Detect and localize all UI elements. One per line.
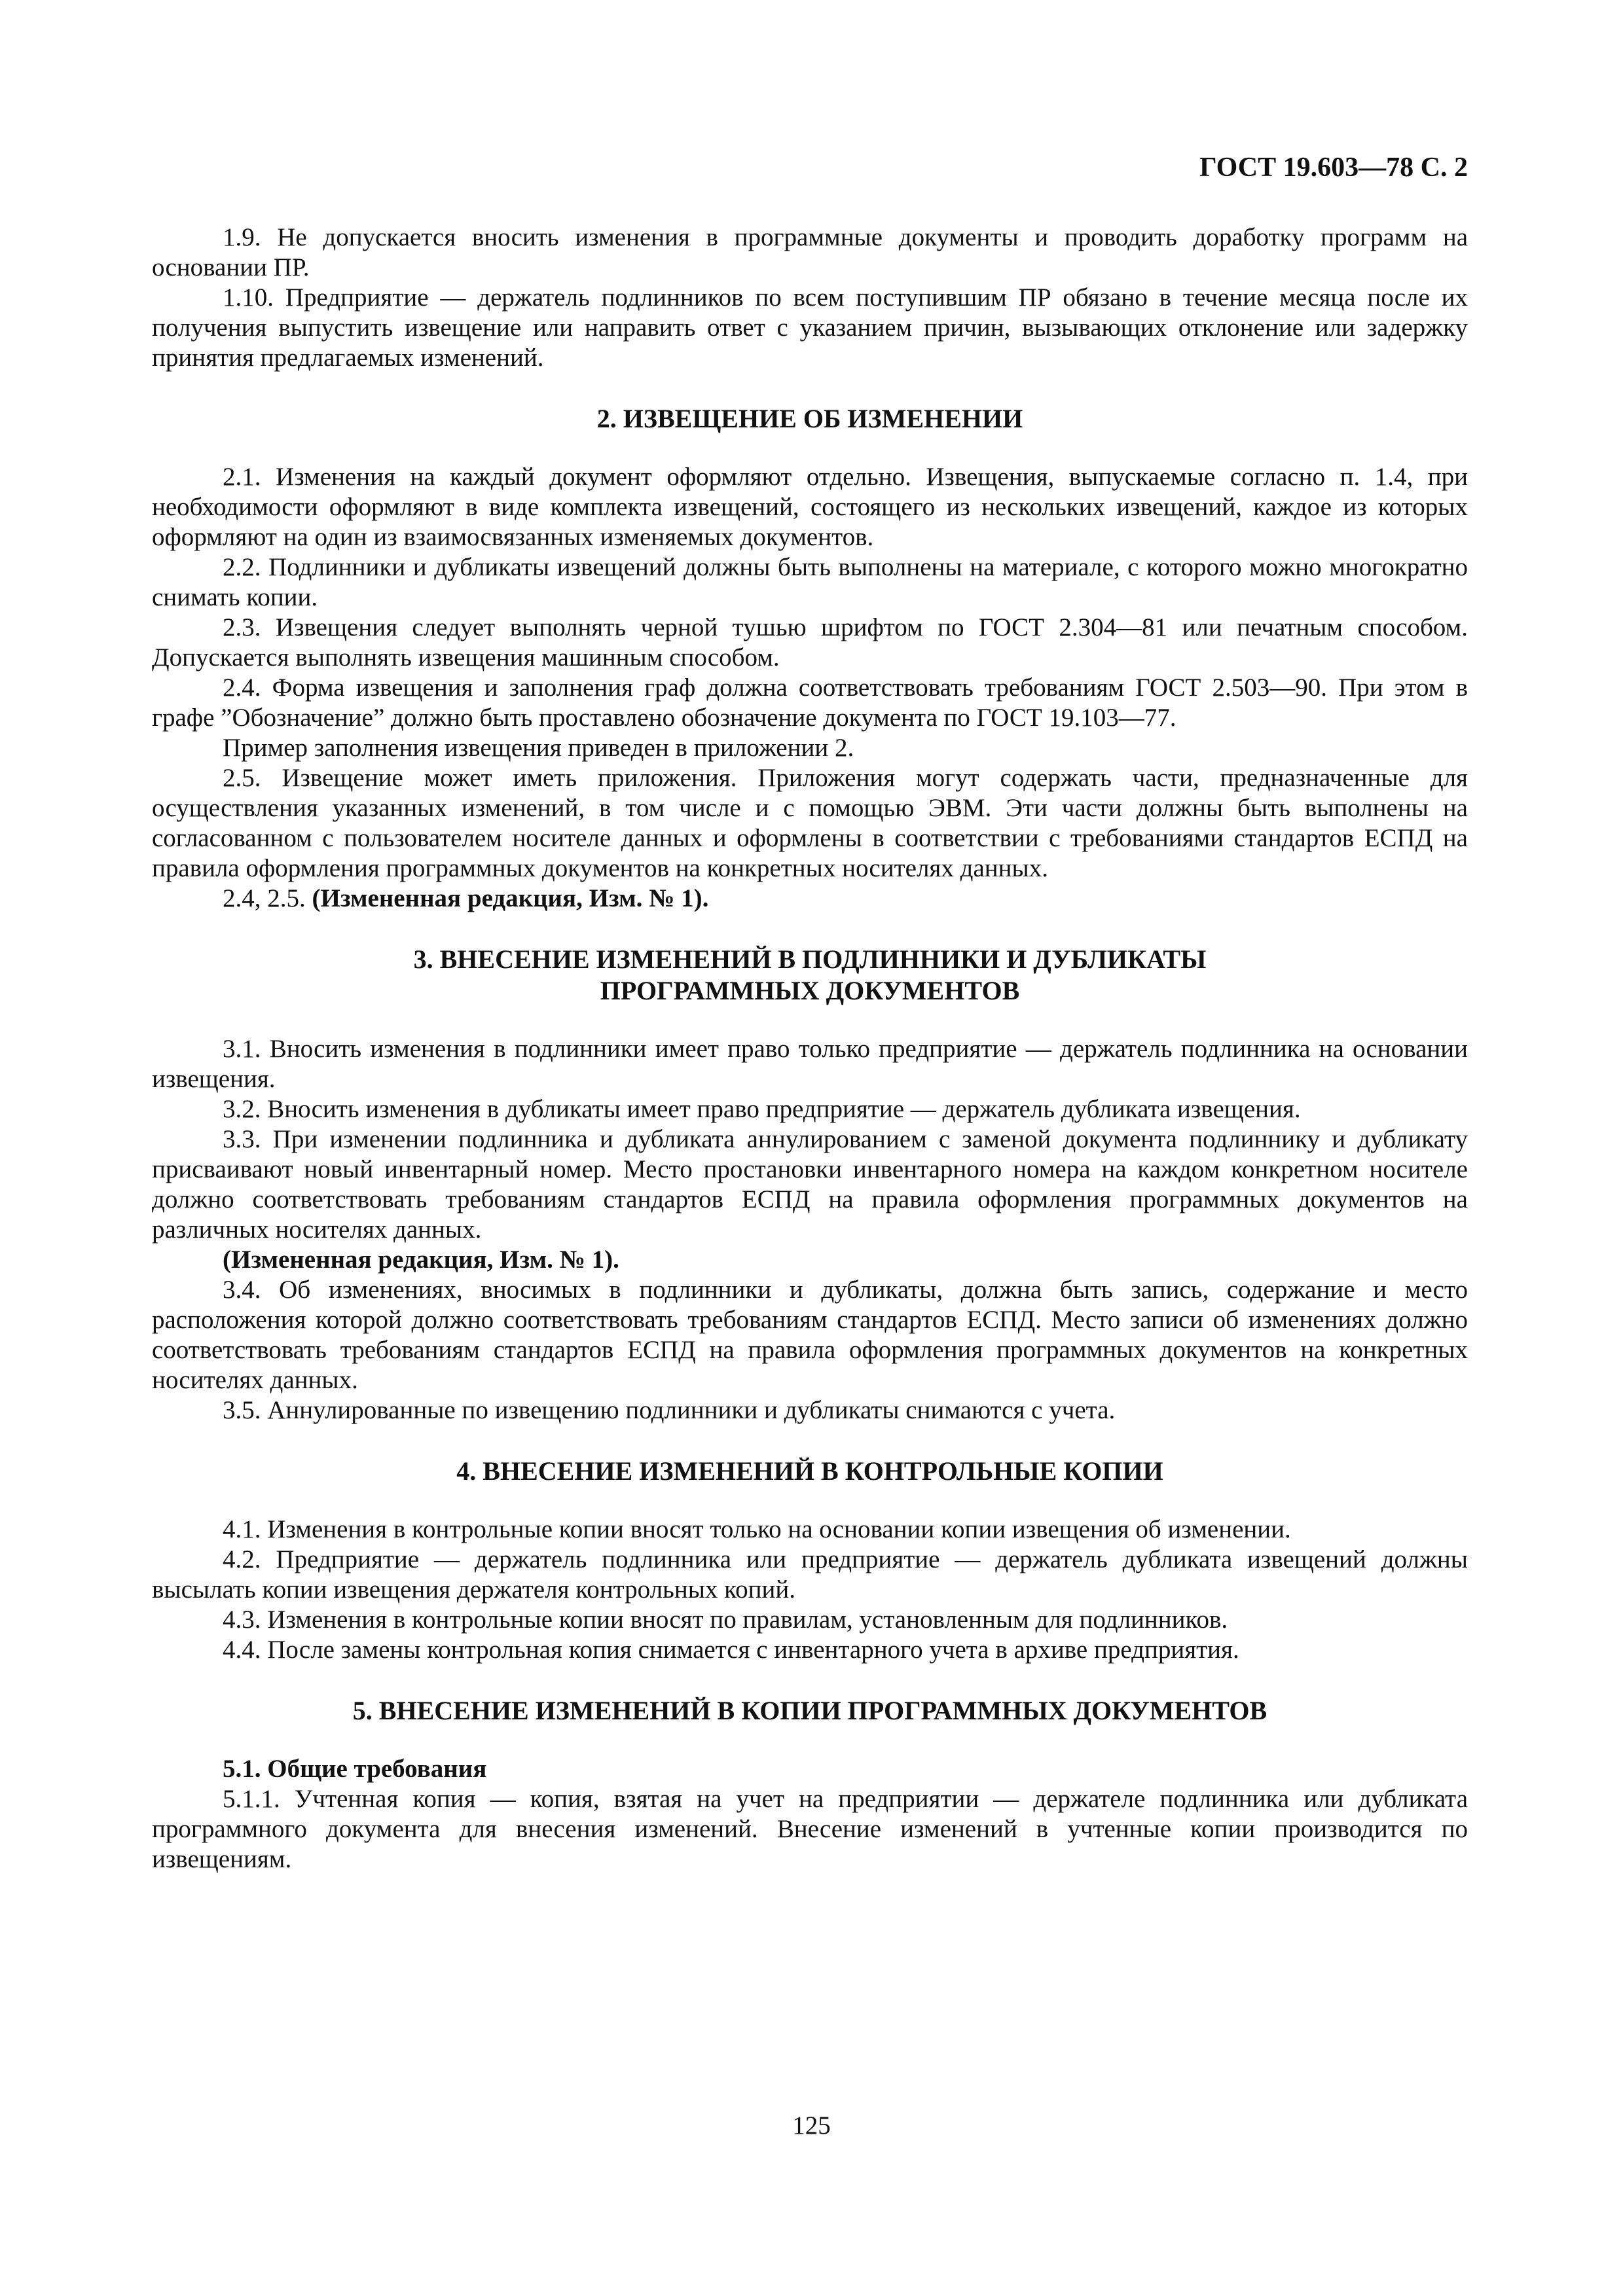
paragraph-1-9: 1.9. Не допускается вносить изменения в программные документы и проводить доработку программ на основании ПР.	[152, 223, 1468, 281]
document-page	[152, 151, 1468, 1874]
subsection-5-1-title: 5.1. Общие требования	[223, 1755, 487, 1783]
paragraph-4-3: 4.3. Изменения в контрольные копии вносят по правилам, установленным для подлинников.	[223, 1605, 1228, 1634]
running-header: ГОСТ 19.603—78 С. 2	[1199, 152, 1468, 183]
paragraph-3-3: 3.3. При изменении подлинника и дубликата аннулированием с заменой документа подлиннику и дубликату присваивают новый инвентарный номер. Место простановки инвентарного номера на каждом конкретном носителе должно соответствовать требованиям стандартов ЕСПД на правила оформления программных документов на различных носителях данных.	[152, 1125, 1468, 1244]
amendment-prefix: 2.4, 2.5.	[223, 884, 312, 912]
paragraph-4-1: 4.1. Изменения в контрольные копии вносят только на основании копии извещения об изменении.	[223, 1515, 1291, 1543]
paragraph-3-5: 3.5. Аннулированные по извещению подлинники и дубликаты снимаются с учета.	[223, 1396, 1116, 1424]
section-3-title	[152, 944, 1468, 1007]
section-5-title: 5. ВНЕСЕНИЕ ИЗМЕНЕНИЙ В КОПИИ ПРОГРАММНЫХ ДОКУМЕНТОВ	[352, 1696, 1267, 1725]
section-3-title-line-2: ПРОГРАММНЫХ ДОКУМЕНТОВ	[600, 976, 1020, 1005]
paragraph-2-1: 2.1. Изменения на каждый документ оформляют отдельно. Извещения, выпускаемые согласно п. 1.4, при необходимости оформляют в виде комплекта извещений, состоящего из нескольких извещений, каждое из которых оформляют на один из взаимосвязанных изменяемых документов.	[152, 463, 1468, 551]
paragraph-2-2: 2.2. Подлинники и дубликаты извещений должны быть выполнены на материале, с которого можно многократно снимать копии.	[152, 553, 1468, 611]
paragraph-4-4: 4.4. После замены контрольная копия снимается с инвентарного учета в архиве предприятия.	[223, 1636, 1239, 1664]
paragraph-2-5: 2.5. Извещение может иметь приложения. Приложения могут содержать части, предназначенные для осуществления указанных изменений, в том числе и с помощью ЭВМ. Эти части должны быть выполнены на согласованном с пользователем носителе данных и оформлены в соответствии с требованиями стандартов ЕСПД на правила оформления программных документов на конкретных носителях данных.	[152, 764, 1468, 882]
section-2-title: 2. ИЗВЕЩЕНИЕ ОБ ИЗМЕНЕНИИ	[596, 404, 1023, 433]
paragraph-2-4: 2.4. Форма извещения и заполнения граф должна соответствовать требованиям ГОСТ 2.503—90. При этом в графе ”Обозначение” должно быть проставлено обозначение документа по ГОСТ 19.103—77.	[152, 673, 1468, 732]
paragraph-1-10: 1.10. Предприятие — держатель подлинников по всем поступившим ПР обязано в течение месяца после их получения выпустить извещение или направить ответ с указанием причин, вызывающих отклонение или задержку принятия предлагаемых изменений.	[152, 283, 1468, 372]
section-4-title: 4. ВНЕСЕНИЕ ИЗМЕНЕНИЙ В КОНТРОЛЬНЫЕ КОПИИ	[456, 1456, 1163, 1486]
paragraph-example: Пример заполнения извещения приведен в приложении 2.	[223, 734, 854, 762]
amendment-note-2	[152, 884, 1468, 914]
paragraph-2-3: 2.3. Извещения следует выполнять черной тушью шрифтом по ГОСТ 2.304—81 или печатным способом. Допускается выполнять извещения машинным способом.	[152, 613, 1468, 672]
paragraph-3-1: 3.1. Вносить изменения в подлинники имеет право только предприятие — держатель подлинника на основании извещения.	[152, 1035, 1468, 1093]
paragraph-3-2: 3.2. Вносить изменения в дубликаты имеет право предприятие — держатель дубликата извещения.	[223, 1095, 1301, 1123]
paragraph-4-2: 4.2. Предприятие — держатель подлинника или предприятие — держатель дубликата извещений должны высылать копии извещения держателя контрольных копий.	[152, 1545, 1468, 1604]
paragraph-5-1-1: 5.1.1. Учтенная копия — копия, взятая на учет на предприятии — держателе подлинника или дубликата программного документа для внесения изменений. Внесение изменений в учтенные копии производится по извещениям.	[152, 1785, 1468, 1873]
amendment-note-3: (Измененная редакция, Изм. № 1).	[223, 1246, 619, 1274]
paragraph-3-4: 3.4. Об изменениях, вносимых в подлинники и дубликаты, должна быть запись, содержание и место расположения которой должно соответствовать требованиям стандартов ЕСПД. Место записи об изменениях должно соответствовать требованиям стандартов ЕСПД на правила оформления программных документов на конкретных носителях данных.	[152, 1276, 1468, 1394]
page-number: 125	[792, 2111, 831, 2140]
section-3-title-line-1: 3. ВНЕСЕНИЕ ИЗМЕНЕНИЙ В ПОДЛИННИКИ И ДУБЛИКАТЫ	[413, 944, 1207, 974]
amendment-label: (Измененная редакция, Изм. № 1).	[312, 884, 709, 912]
